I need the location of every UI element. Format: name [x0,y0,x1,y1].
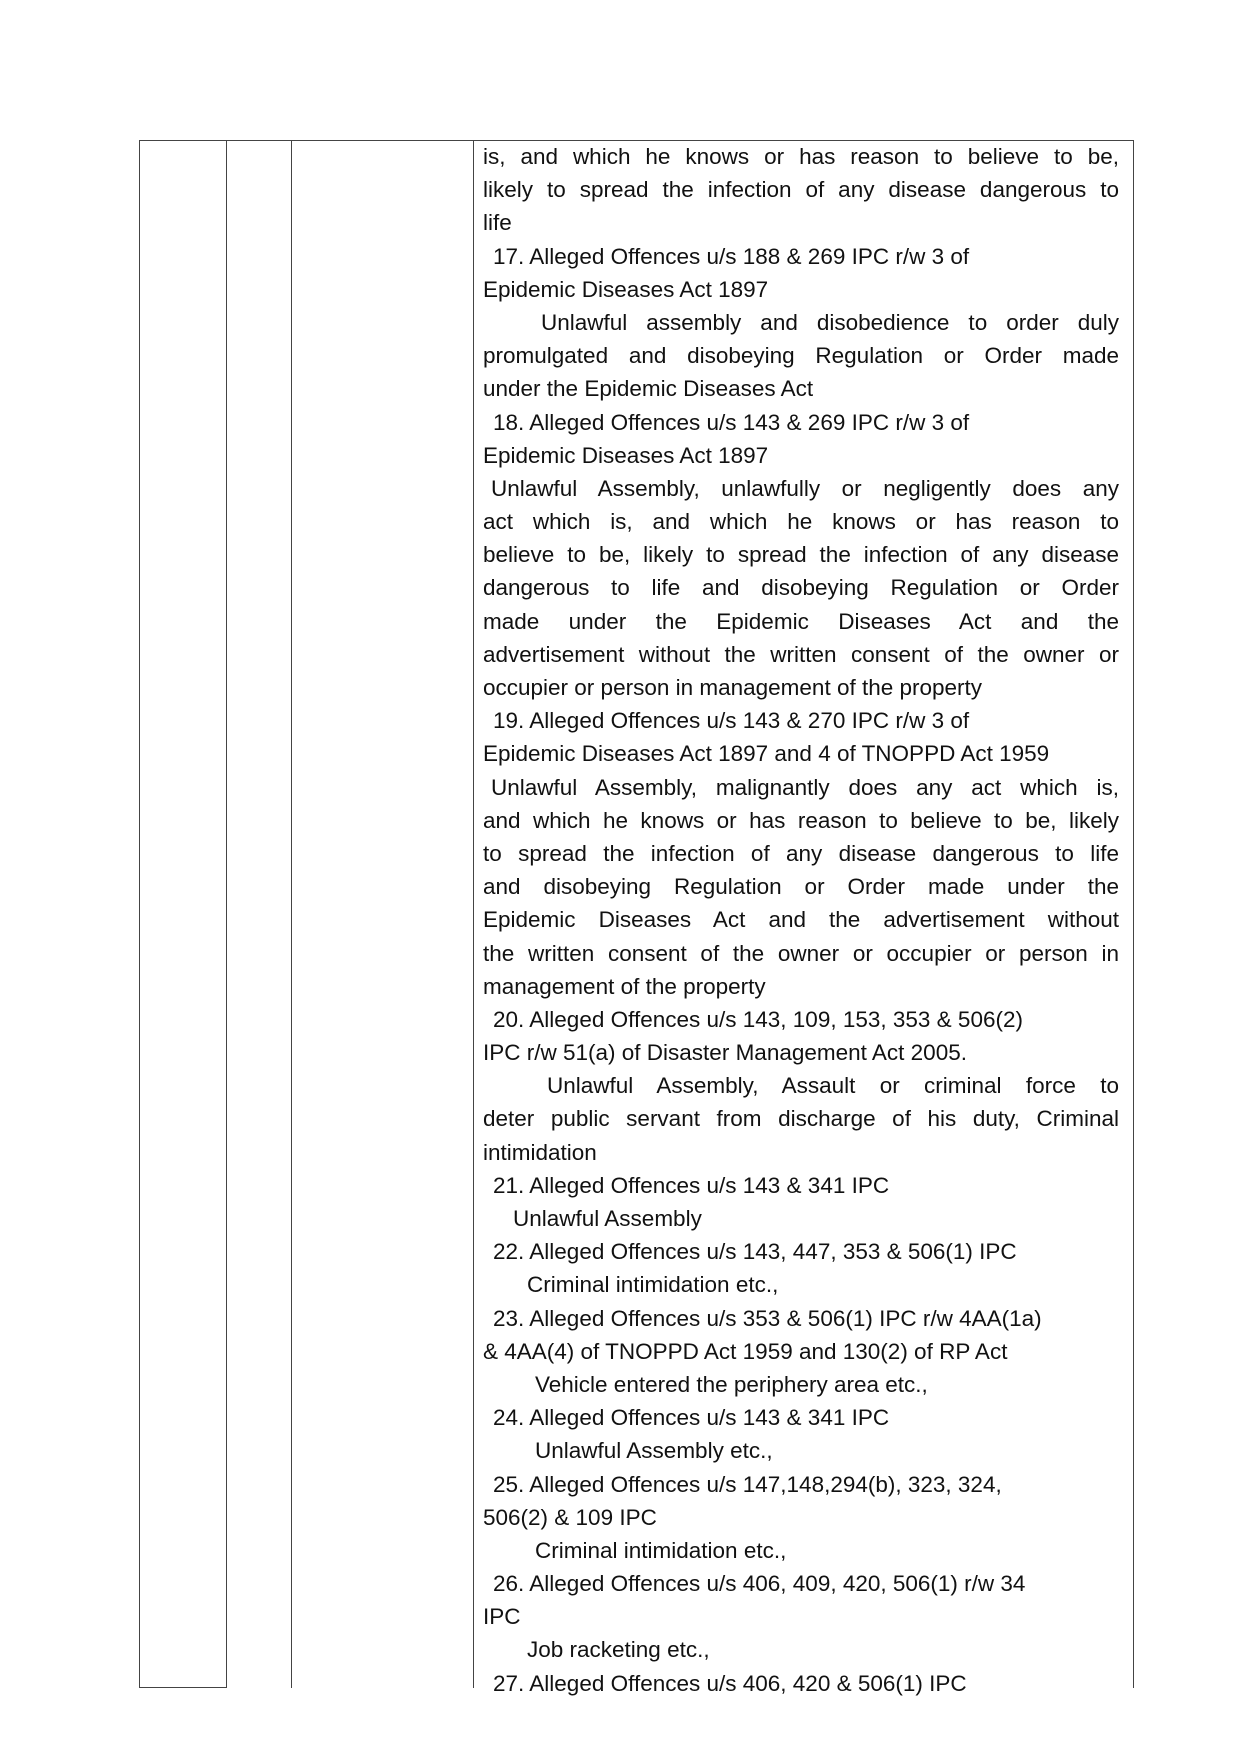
text-line: 19. Alleged Offences u/s 143 & 270 IPC r/w 3 of [493,708,970,734]
text-line: 506(2) & 109 IPC [483,1504,657,1530]
text-line: Epidemic Diseases Act 1897 [483,276,769,302]
text-line: occupier or person in management of the property [483,675,983,700]
text-line: IPC r/w 51(a) of Disaster Management Act 2005. [483,1040,967,1066]
text-line: life [483,210,512,236]
text-line: 21. Alleged Offences u/s 143 & 341 IPC [493,1172,890,1198]
text-line: Unlawful Assembly [513,1206,702,1231]
text-line: 27. Alleged Offences u/s 406, 420 & 506(1) IPC [493,1670,967,1696]
text-line: Epidemic Diseases Act 1897 and 4 of TNOPPD Act 1959 [483,741,1050,767]
text-line: Unlawful Assembly, malignantly does any act which is, [491,774,1119,800]
text-line: likely to spread the infection of any disease dangerous to [483,177,1119,203]
text-line: dangerous to life and disobeying Regulation or Order [483,575,1119,601]
text-line: IPC [483,1604,521,1630]
text-line: Unlawful assembly and disobedience to order duly [541,309,1119,335]
text-line: is, and which he knows or has reason to believe to be, [483,144,1119,169]
text-line: Unlawful Assembly, Assault or criminal force to [547,1073,1119,1099]
text-line: deter public servant from discharge of his duty, Criminal [483,1106,1119,1132]
text-line: 26. Alleged Offences u/s 406, 409, 420, 506(1) r/w 34 [493,1571,1026,1597]
text-line: promulgated and disobeying Regulation or Order made [483,343,1119,369]
text-line: Unlawful Assembly, unlawfully or negligently does any [491,475,1119,501]
text-line: 22. Alleged Offences u/s 143, 447, 353 & 506(1) IPC [493,1239,1017,1265]
text-line: intimidation [483,1139,597,1165]
text-line: Unlawful Assembly etc., [535,1438,773,1464]
text-line: and which he knows or has reason to believe to be, likely [483,807,1119,833]
text-line: 25. Alleged Offences u/s 147,148,294(b), 323, 324, [493,1471,1002,1497]
text-line: management of the property [483,973,766,999]
text-line: 17. Alleged Offences u/s 188 & 269 IPC r/w 3 of [493,243,970,269]
text-line: Epidemic Diseases Act 1897 [483,442,769,468]
text-line: act which is, and which he knows or has reason to [483,509,1119,535]
text-line: to spread the infection of any disease dangerous to life [483,840,1119,866]
offences-column-text [483,140,1119,1700]
text-line: Job racketing etc., [527,1637,710,1663]
table-column-1-bottom-border [139,1687,227,1688]
text-line: Criminal intimidation etc., [527,1272,779,1298]
table-column-3-left-border [291,140,292,1688]
table-column-1-left-border [139,140,140,1688]
table-column-4-left-border [473,140,474,1688]
text-line: and disobeying Regulation or Order made under the [483,874,1119,900]
text-line: the written consent of the owner or occupier or person in [483,940,1119,966]
text-line: 20. Alleged Offences u/s 143, 109, 153, 353 & 506(2) [493,1006,1023,1032]
text-line: & 4AA(4) of TNOPPD Act 1959 and 130(2) of RP Act [483,1338,1008,1364]
text-line: 24. Alleged Offences u/s 143 & 341 IPC [493,1405,890,1431]
text-line: advertisement without the written consent of the owner or [483,641,1119,667]
text-line: made under the Epidemic Diseases Act and the [483,608,1119,634]
text-line: believe to be, likely to spread the infection of any disease [483,542,1119,568]
table-column-2-left-border [226,140,227,1688]
text-line: Epidemic Diseases Act and the advertisement without [483,907,1119,933]
text-line: Criminal intimidation etc., [535,1537,787,1563]
table-right-border [1133,140,1134,1688]
text-line: under the Epidemic Diseases Act [483,376,814,402]
text-line: 23. Alleged Offences u/s 353 & 506(1) IPC r/w 4AA(1a) [493,1305,1042,1331]
text-line: Vehicle entered the periphery area etc., [535,1371,928,1397]
text-line: 18. Alleged Offences u/s 143 & 269 IPC r/w 3 of [493,409,970,435]
